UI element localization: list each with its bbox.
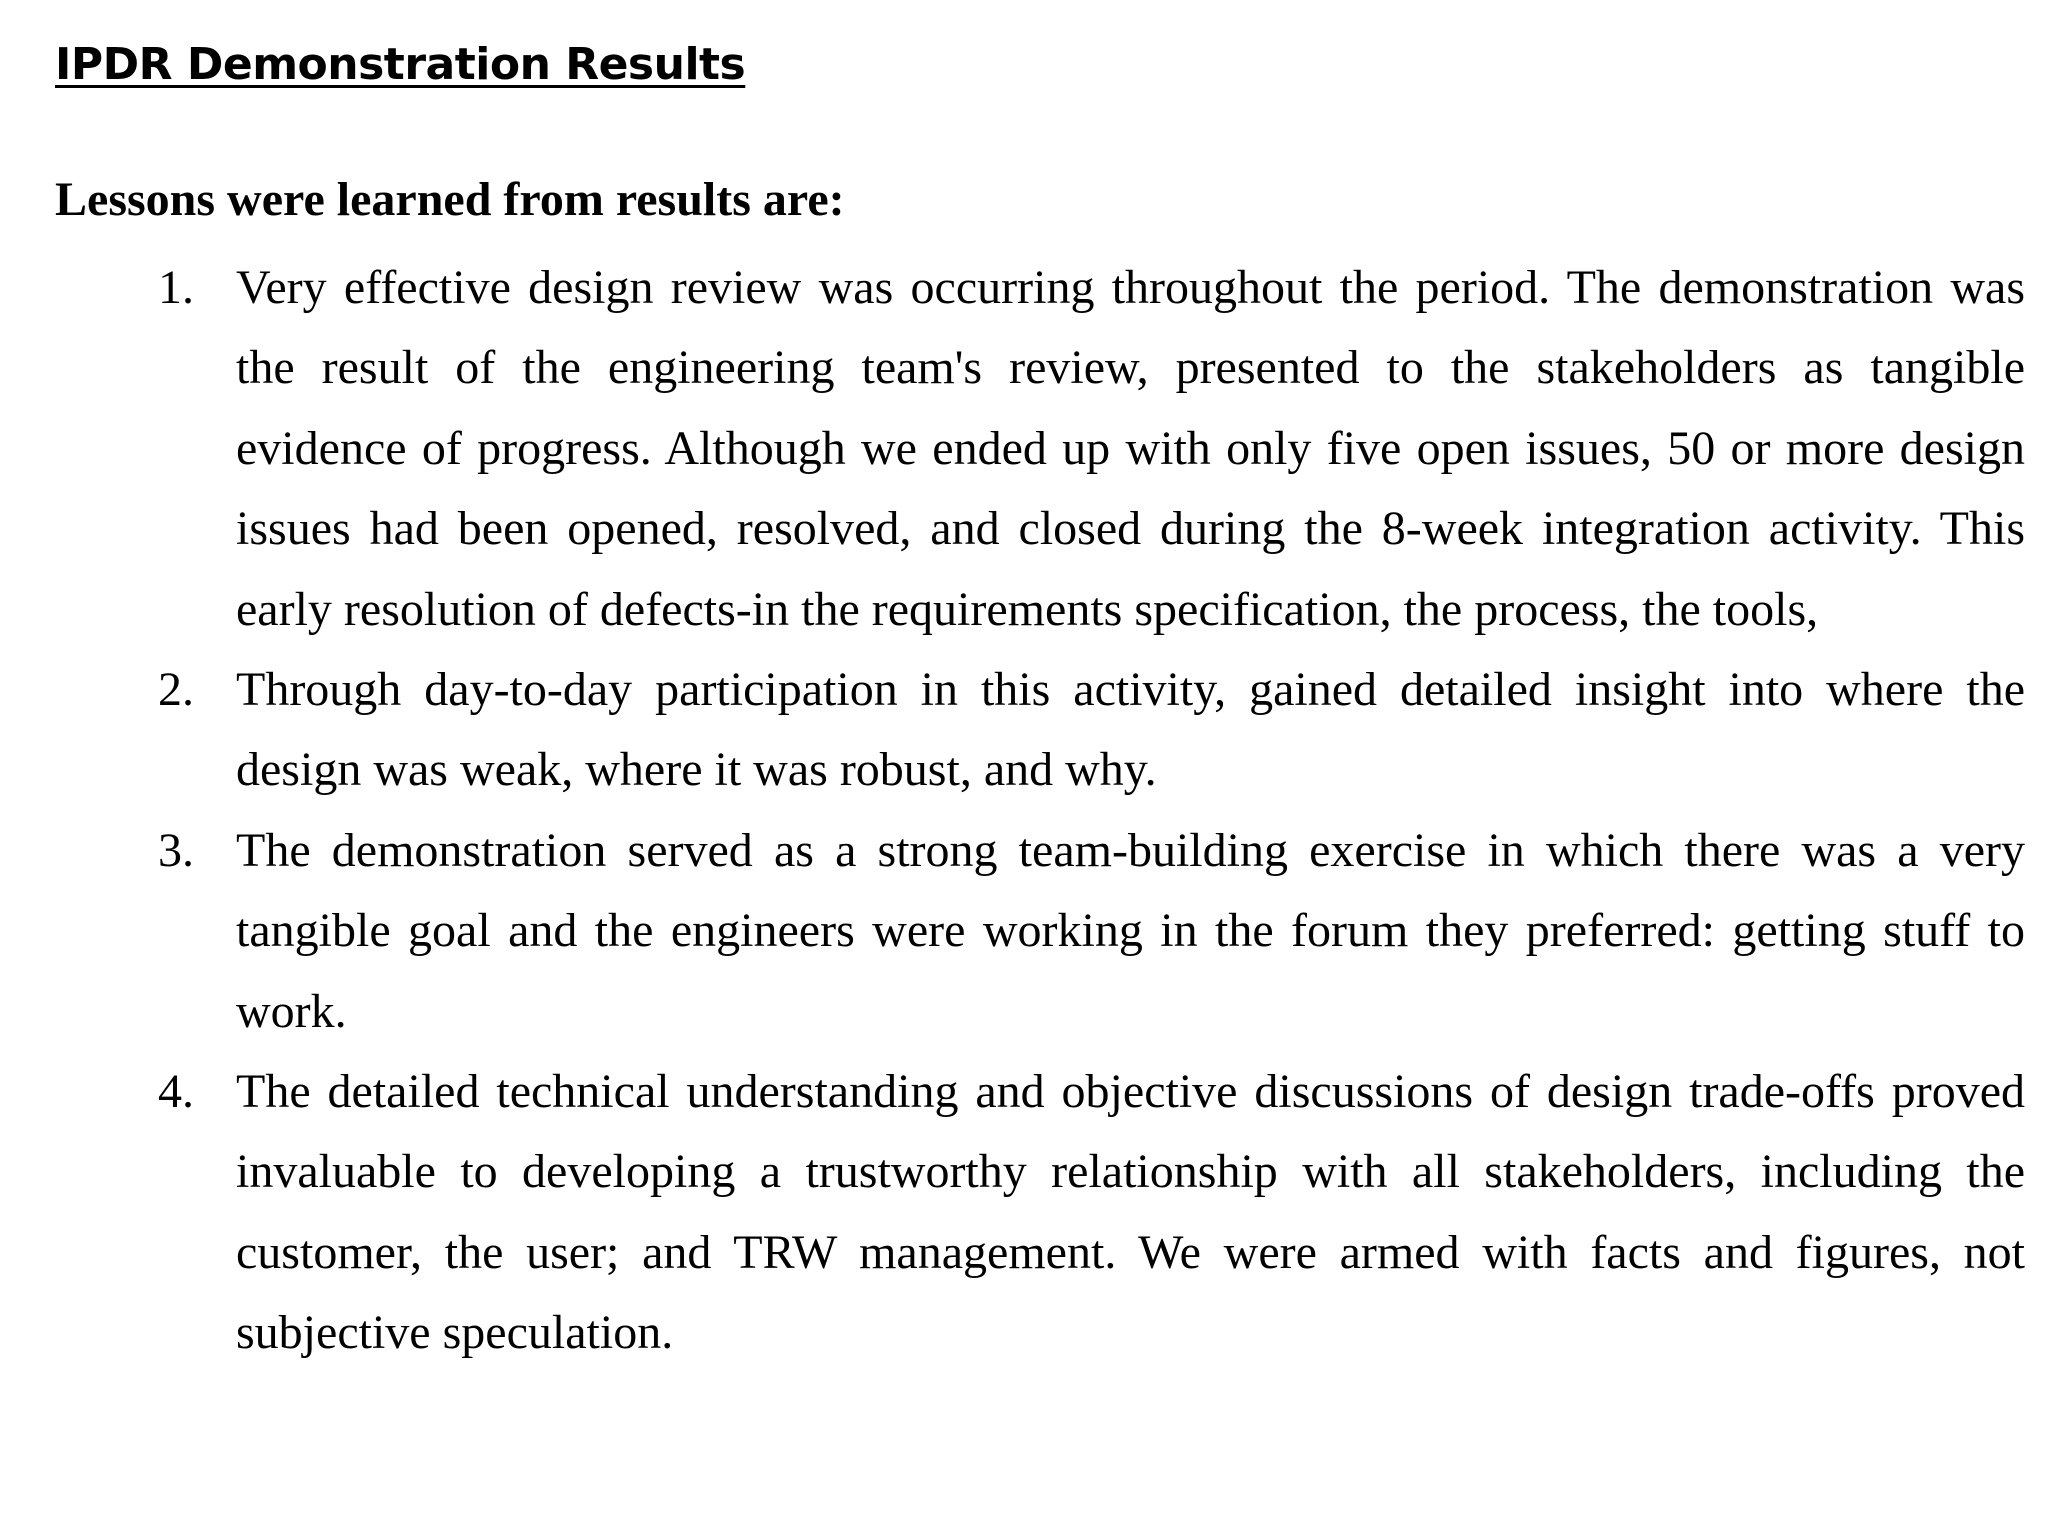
list-item-number: 4.: [158, 1065, 194, 1119]
lessons-heading: Lessons were learned from results are:: [55, 173, 845, 226]
list-item-text: The detailed technical understanding and objective discussions of design trade-offs proved invaluable to developing a trustworthy relationship with all stakeholders, including the customer, the user; and TRW management. We were armed with facts and figures, not subjective speculation.: [236, 1065, 2025, 1360]
document-page: [55, 30, 2025, 1374]
list-item-number: 3.: [158, 823, 194, 877]
lessons-list: [55, 248, 2025, 1374]
list-item: [55, 650, 2025, 811]
list-item: [55, 248, 2025, 650]
list-item: [55, 1052, 2025, 1374]
list-item-text: Through day-to-day participation in this activity, gained detailed insight into where the design was weak, where it was robust, and why.: [236, 663, 2025, 797]
list-item-text: Very effective design review was occurring throughout the period. The demonstration was the result of the engineering team's review, presented to the stakeholders as tangible evidence of progress. Although we ended up with only five open issues, 50 or more design issues had been opened, resolved, and closed during the 8-week integration activity. This early resolution of defects-in the requirements specification, the process, the tools,: [236, 261, 2025, 636]
list-item-number: 1.: [158, 261, 194, 314]
list-item: [55, 811, 2025, 1052]
document-title: IPDR Demonstration Results: [55, 39, 746, 90]
list-item-number: 2.: [158, 663, 194, 717]
list-item-text: The demonstration served as a strong team-building exercise in which there was a very tangible goal and the engineers were working in the forum they preferred: getting stuff to work.: [236, 823, 2025, 1038]
